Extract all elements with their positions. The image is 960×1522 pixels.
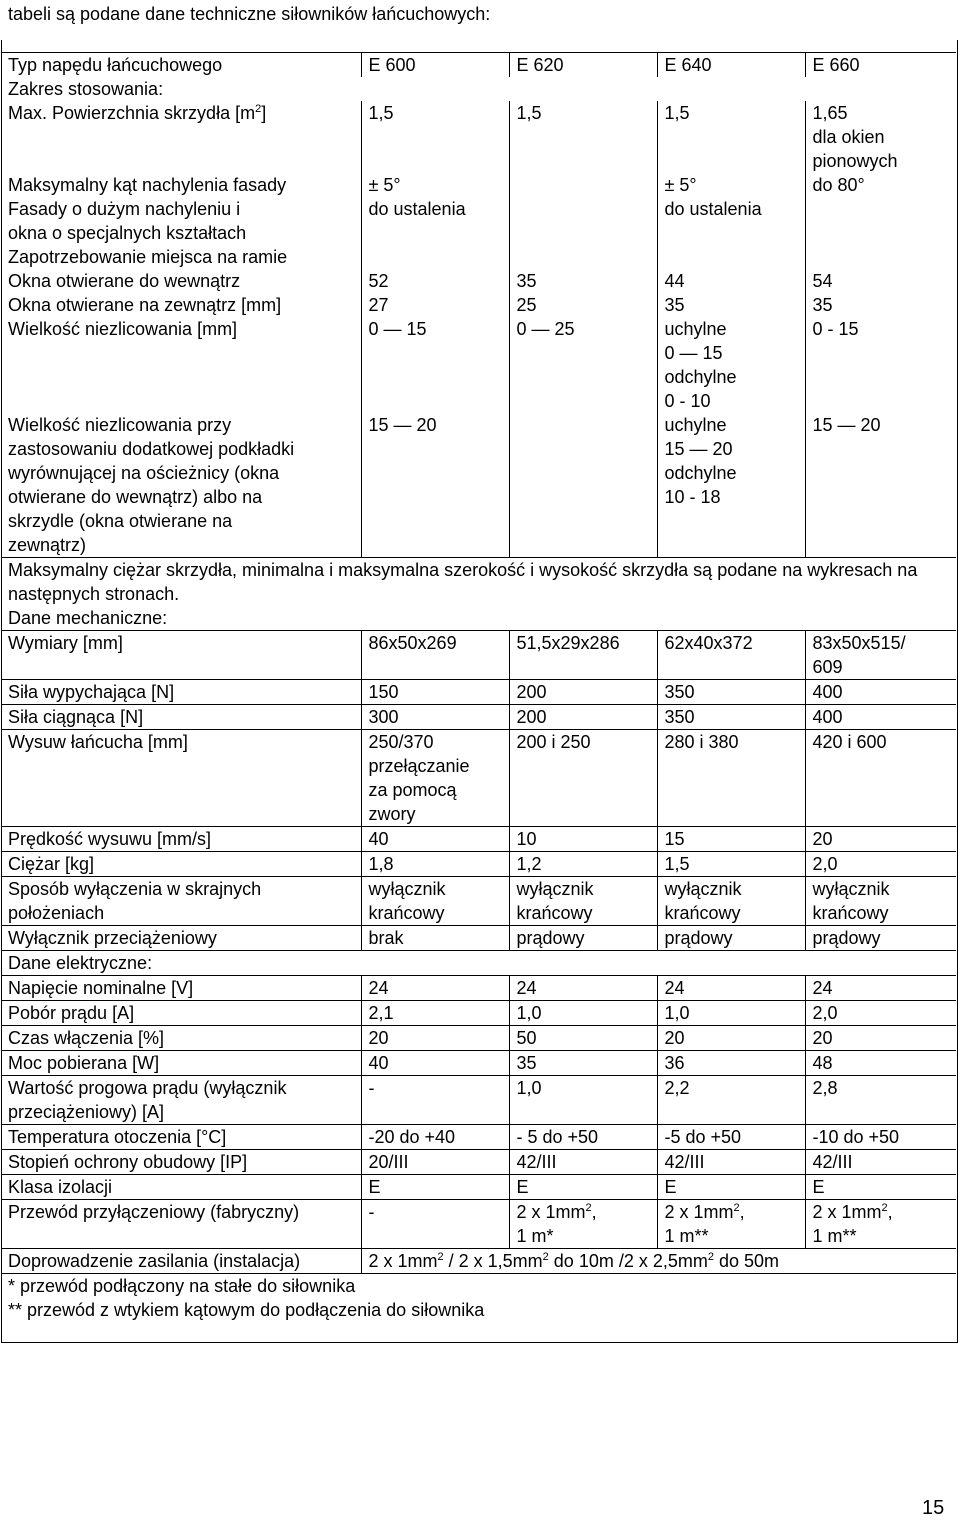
table-cell: 24 <box>657 976 805 1001</box>
table-cell: 0 — 25 <box>509 317 657 413</box>
table-cell: 280 i 380 <box>657 730 805 827</box>
table-cell: 2 x $1mm^2$, 1 m** <box>805 1200 956 1249</box>
table-cell: 400 <box>805 705 956 730</box>
table-cell: 20 <box>361 1026 509 1051</box>
table-cell <box>509 413 657 558</box>
header-label: Typ napędu łańcuchowego <box>1 53 361 78</box>
table-cell: prądowy <box>805 926 956 951</box>
table-cell: ± 5° do ustalenia <box>361 173 509 245</box>
table-cell: 42/III <box>509 1150 657 1175</box>
table-cell: 420 i 600 <box>805 730 956 827</box>
electrical-row <box>1 1125 956 1150</box>
table-cell: 51,5x29x286 <box>509 631 657 680</box>
table-cell: - <box>361 1076 509 1125</box>
table-cell: 42/III <box>657 1150 805 1175</box>
table-cell: 44 35 <box>657 245 805 317</box>
space-label: Zapotrzebowanie miejsca na ramie Okna otwierane do wewnątrz Okna otwierane na zewnątrz [mm] <box>8 247 288 315</box>
mechanical-row <box>1 877 956 926</box>
table-cell: 40 <box>361 827 509 852</box>
scope-note <box>1 558 956 607</box>
electrical-title <box>1 951 956 976</box>
table-cell: wyłącznik krańcowy <box>805 877 956 926</box>
electrical-row <box>1 1150 956 1175</box>
table-cell: 62x40x372 <box>657 631 805 680</box>
header-row <box>1 53 956 78</box>
mechanical-title <box>1 606 956 631</box>
table-cell: 15 — 20 <box>805 413 956 558</box>
scope-note-text: Maksymalny ciężar skrzydła, minimalna i maksymalna szerokość i wysokość skrzydła są podane na wykresach na następnych stronach. <box>8 560 918 604</box>
electrical-row <box>1 1175 956 1200</box>
table-cell: do 80° <box>805 173 956 245</box>
table-cell: prądowy <box>509 926 657 951</box>
row-label: Klasa izolacji <box>1 1175 361 1200</box>
table-cell: 2 x $1mm^2$, 1 m** <box>657 1200 805 1249</box>
table-cell: 83x50x515/ 609 <box>805 631 956 680</box>
page-number: 15 <box>922 1497 945 1519</box>
table-cell: -5 do +50 <box>657 1125 805 1150</box>
electrical-row <box>1 1026 956 1051</box>
table-cell: 54 35 <box>805 245 956 317</box>
table-cell: 20 <box>805 1026 956 1051</box>
table-cell: E <box>657 1175 805 1200</box>
table-cell: 1,5 <box>509 101 657 173</box>
table-cell: 1,65 dla okien pionowych <box>805 101 956 173</box>
row-label: Siła ciągnąca [N] <box>1 705 361 730</box>
row-label: Prędkość wysuwu [mm/s] <box>1 827 361 852</box>
mechanical-title-text: Dane mechaniczne: <box>1 606 956 631</box>
table-cell: -10 do +50 <box>805 1125 956 1150</box>
table-cell: 2,8 <box>805 1076 956 1125</box>
table-cell: uchylne 0 — 15 odchylne 0 - 10 <box>657 317 805 413</box>
table-cell: 200 <box>509 705 657 730</box>
table-cell: 350 <box>657 705 805 730</box>
table-cell: 24 <box>805 976 956 1001</box>
footnote <box>1 1298 956 1322</box>
mechanical-row <box>1 631 956 680</box>
table-cell: 15 <box>657 827 805 852</box>
table-cell: 20 <box>657 1026 805 1051</box>
table-cell: 1,5 <box>657 852 805 877</box>
model-header: E 660 <box>805 53 956 78</box>
row-label: Wyłącznik przeciążeniowy <box>1 926 361 951</box>
flush-row <box>1 317 956 413</box>
row-label: Sposób wyłączenia w skrajnych położeniach <box>1 877 361 926</box>
row-label: Przewód przyłączeniowy (fabryczny) <box>1 1200 361 1249</box>
table-cell: 1,5 <box>361 101 509 173</box>
table-cell: 350 <box>657 680 805 705</box>
table-cell: wyłącznik krańcowy <box>509 877 657 926</box>
table-cell: wyłącznik krańcowy <box>657 877 805 926</box>
footnote-text: ** przewód z wtykiem kątowym do podłączenia do siłownika <box>8 1300 485 1320</box>
table-cell: 0 - 15 <box>805 317 956 413</box>
electrical-row <box>1 1076 956 1125</box>
mechanical-row <box>1 730 956 827</box>
table-cell: 2,0 <box>805 1001 956 1026</box>
table-cell: E <box>509 1175 657 1200</box>
table-cell: 24 <box>361 976 509 1001</box>
table-cell: 35 25 <box>509 245 657 317</box>
supply-value: 2 x $1mm^2 / 2$ x $1,5mm^2$ do 10m /2 x $2,5mm^2$ do 50m <box>361 1249 956 1274</box>
table-cell: 2,2 <box>657 1076 805 1125</box>
table-cell: 50 <box>509 1026 657 1051</box>
table-cell: prądowy <box>657 926 805 951</box>
table-cell <box>509 173 657 245</box>
table-cell: 24 <box>509 976 657 1001</box>
table-cell: 1,2 <box>509 852 657 877</box>
table-cell: 400 <box>805 680 956 705</box>
row-label: Pobór prądu [A] <box>1 1001 361 1026</box>
table-cell: wyłącznik krańcowy <box>361 877 509 926</box>
supply-row <box>1 1249 956 1274</box>
mechanical-row <box>1 852 956 877</box>
table-cell: - 5 do +50 <box>509 1125 657 1150</box>
model-header: E 600 <box>361 53 509 78</box>
table-cell: 2 x $1mm^2$, 1 m* <box>509 1200 657 1249</box>
table-cell: E <box>361 1175 509 1200</box>
table-cell: 10 <box>509 827 657 852</box>
table-cell: 2,0 <box>805 852 956 877</box>
scope-title-text: Zakres stosowania: <box>8 79 164 99</box>
space-row <box>1 245 956 317</box>
electrical-title-text: Dane elektryczne: <box>1 951 956 976</box>
row-label: Czas włączenia [%] <box>1 1026 361 1051</box>
row-label: Napięcie nominalne [V] <box>1 976 361 1001</box>
table-cell: 0 — 15 <box>361 317 509 413</box>
table-cell: 1,8 <box>361 852 509 877</box>
table-cell: 1,0 <box>509 1076 657 1125</box>
table-cell: -20 do +40 <box>361 1125 509 1150</box>
model-header: E 620 <box>509 53 657 78</box>
table-cell: 300 <box>361 705 509 730</box>
table-cell: uchylne 15 — 20 odchylne 10 - 18 <box>657 413 805 558</box>
flush-pad-row <box>1 413 956 558</box>
cable-row <box>1 1200 956 1249</box>
row-label: Wymiary [mm] <box>1 631 361 680</box>
row-label: Stopień ochrony obudowy [IP] <box>1 1150 361 1175</box>
table-cell: 36 <box>657 1051 805 1076</box>
table-cell: 2,1 <box>361 1001 509 1026</box>
row-label: Moc pobierana [W] <box>1 1051 361 1076</box>
table-cell: 1,5 <box>657 101 805 173</box>
table-cell: 15 — 20 <box>361 413 509 558</box>
table-cell: 150 <box>361 680 509 705</box>
footnote <box>1 1274 956 1299</box>
intro-text: tabeli są podane dane techniczne siłowników łańcuchowych: <box>8 4 491 24</box>
table-cell: 1,0 <box>509 1001 657 1026</box>
row-label: Wartość progowa prądu (wyłącznik przeciążeniowy) [A] <box>1 1076 361 1125</box>
table-cell: ± 5° do ustalenia <box>657 173 805 245</box>
table-cell: 40 <box>361 1051 509 1076</box>
table-cell: - <box>361 1200 509 1249</box>
table-cell: 250/370 przełączanie za pomocą zwory <box>361 730 509 827</box>
spec-table <box>1 52 956 1322</box>
flush-pad-label: Wielkość niezlicowania przy zastosowaniu dodatkowej podkładki wyrównującej na ościeżnicy (okna otwierane do wewnątrz) albo na skrzydle (okna otwierane na zewnątrz) <box>1 413 361 558</box>
table-cell: 48 <box>805 1051 956 1076</box>
flush-label: Wielkość niezlicowania [mm] <box>8 319 238 339</box>
row-label: Temperatura otoczenia [°C] <box>1 1125 361 1150</box>
row-label: Wysuw łańcucha [mm] <box>1 730 361 827</box>
mechanical-row <box>1 705 956 730</box>
table-cell: 86x50x269 <box>361 631 509 680</box>
electrical-row <box>1 1001 956 1026</box>
table-cell: 35 <box>509 1051 657 1076</box>
table-cell: 42/III <box>805 1150 956 1175</box>
max-area-label: Max. Powierzchnia skrzydła $[m^2]$ <box>8 103 267 123</box>
table-cell: 1,0 <box>657 1001 805 1026</box>
table-cell: E <box>805 1175 956 1200</box>
row-label: Ciężar [kg] <box>1 852 361 877</box>
angle-label: Maksymalny kąt nachylenia fasady Fasady o dużym nachyleniu i okna o specjalnych kształtach <box>8 175 287 243</box>
table-cell: 200 i 250 <box>509 730 657 827</box>
angle-row <box>1 173 956 245</box>
mechanical-row <box>1 926 956 951</box>
scope-title <box>1 77 956 101</box>
table-cell: 52 27 <box>361 245 509 317</box>
max-area-row <box>1 101 956 173</box>
model-header: E 640 <box>657 53 805 78</box>
electrical-row <box>1 976 956 1001</box>
table-cell: 20/III <box>361 1150 509 1175</box>
row-label: Doprowadzenie zasilania (instalacja) <box>1 1249 361 1274</box>
table-cell: brak <box>361 926 509 951</box>
table-cell: 200 <box>509 680 657 705</box>
mechanical-row <box>1 680 956 705</box>
electrical-row <box>1 1051 956 1076</box>
mechanical-row <box>1 827 956 852</box>
footnote-text: * przewód podłączony na stałe do siłownika <box>8 1276 356 1296</box>
row-label: Siła wypychająca [N] <box>1 680 361 705</box>
table-cell: 20 <box>805 827 956 852</box>
